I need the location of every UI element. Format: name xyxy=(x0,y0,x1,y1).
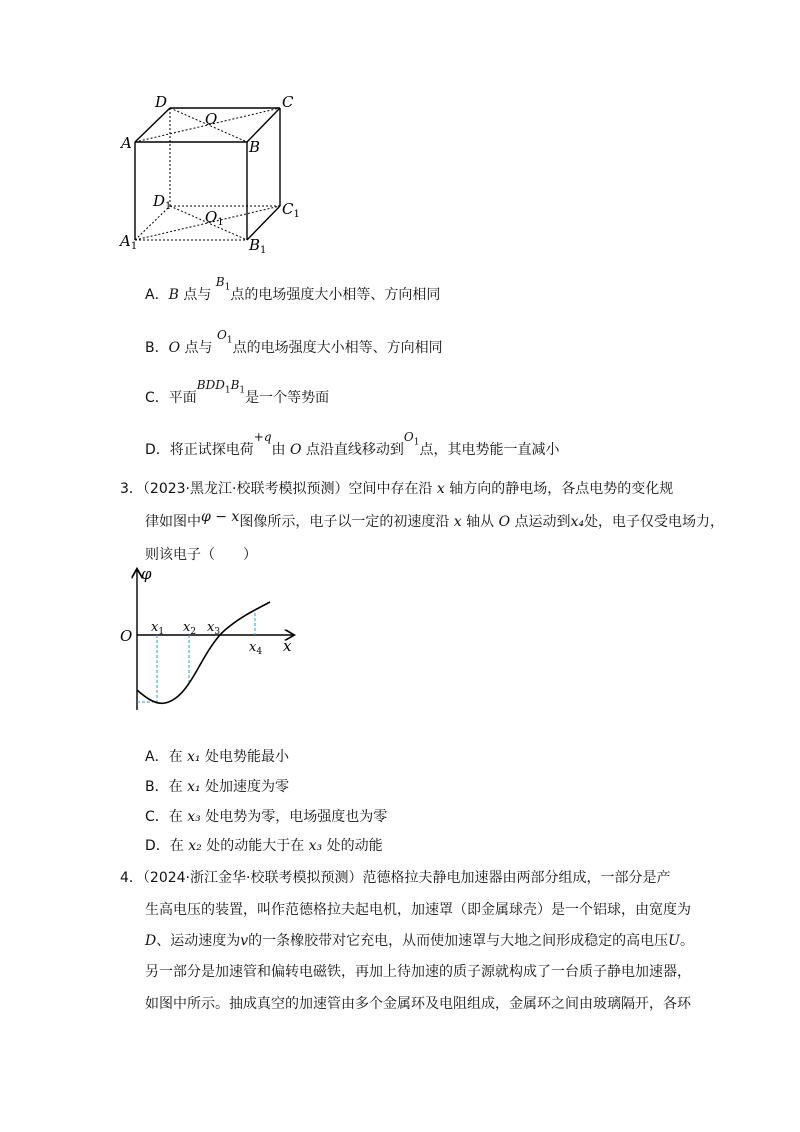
q4-line-3: D、运动速度为v的一条橡胶带对它充电，从而使加速罩与大地之间形成稳定的高电压U。 xyxy=(145,933,694,949)
label-C1: $C_1$ xyxy=(282,200,300,220)
label-C: C xyxy=(282,93,294,111)
label-D1: $D_1$ xyxy=(153,192,172,212)
label-D: D xyxy=(155,93,168,111)
graph-x-axis-label: x xyxy=(283,637,292,655)
label-O: O xyxy=(205,110,218,128)
q3-line-2: 律如图中φ − x图像所示，电子以一定的初速度沿 x 轴从 O 点运动到x₄处，电子仅受电场力， xyxy=(145,509,725,530)
label-B1: $B_1$ xyxy=(249,236,267,256)
graph-x3-label: $x_3$ xyxy=(207,620,221,637)
q4-line-5: 如图中所示。抽成真空的加速管由多个金属环及电阻组成，金属环之间由玻璃隔开，各环 xyxy=(145,996,691,1012)
phi-x-graph xyxy=(115,565,315,715)
label-O1: $O_1$ xyxy=(205,208,224,228)
graph-origin-label: O xyxy=(120,627,133,645)
q4-line-4: 另一部分是加速管和偏转电磁铁，再加上待加速的质子源就构成了一台质子静电加速器， xyxy=(145,964,691,980)
q2-option-a: A．B 点与 $B_1$点的电场强度大小相等、方向相同 xyxy=(145,275,441,303)
graph-phi-label: φ xyxy=(141,565,152,583)
q3-line-1: 3．（2023·黑龙江·校联考模拟预测）空间中存在沿 x 轴方向的静电场，各点电势的变化规 xyxy=(120,481,674,497)
graph-x1-label: $x_1$ xyxy=(151,620,165,637)
q3-line-3: 则该电子（ ） xyxy=(145,547,257,563)
q2-option-b: B．O 点与 $O_1$点的电场强度大小相等、方向相同 xyxy=(145,328,443,356)
graph-x4-label: $x_4$ xyxy=(249,640,263,657)
q4-line-2: 生高电压的装置，叫作范德格拉夫起电机，加速罩（即金属球壳）是一个铝球，由宽度为 xyxy=(145,902,691,918)
q3-option-d: D．在 x₂ 处的动能大于在 x₃ 处的动能 xyxy=(145,838,383,854)
label-B: B xyxy=(249,138,261,156)
label-A1: $A_1$ xyxy=(120,232,138,252)
q4-line-1: 4．（2024·浙江金华·校联考模拟预测）范德格拉夫静电加速器由两部分组成，一部分是产 xyxy=(120,870,671,886)
label-A: A xyxy=(121,134,132,152)
q2-option-d: D．将正试探电荷+q由 O 点沿直线移动到$O_1$点，其电势能一直减小 xyxy=(145,430,560,458)
q3-option-b: B．在 x₁ 处加速度为零 xyxy=(145,779,290,795)
cube-figure xyxy=(115,90,315,260)
q3-option-c: C．在 x₃ 处电势为零，电场强度也为零 xyxy=(145,809,388,825)
q3-option-a: A．在 x₁ 处电势能最小 xyxy=(145,749,289,765)
graph-x2-label: $x_2$ xyxy=(183,620,197,637)
q2-option-c: C．平面$BDD_1B_1$是一个等势面 xyxy=(145,378,330,406)
